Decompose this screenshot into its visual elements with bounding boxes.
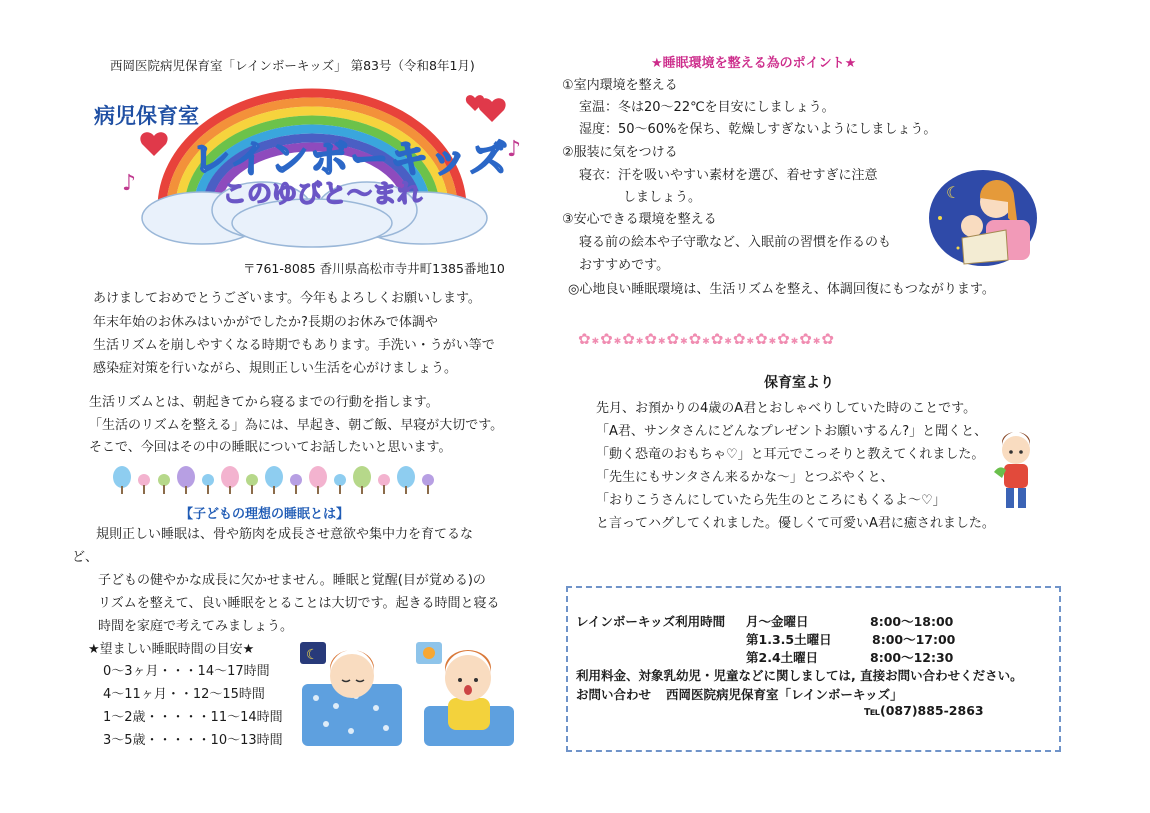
target-sleep-item: 3〜5歳・・・・・10〜13時間 [103, 733, 283, 748]
flower-icon: ✿ [821, 330, 835, 348]
target-sleep-item: 0〜3ヶ月・・・14〜17時間 [103, 664, 270, 679]
ideal-line: 子どもの健やかな成長に欠かせません。睡眠と覚醒(目が覚める)の [98, 573, 486, 588]
ideal-line: ど、 [72, 550, 99, 565]
logo-subtitle: このゆびと〜まれ [222, 180, 423, 208]
target-sleep-item: 4〜11ヶ月・・12〜15時間 [103, 687, 265, 702]
story-heading: 保育室より [764, 375, 834, 391]
hours-time: 8:00〜17:00 [872, 632, 956, 647]
hours-time: 8:00〜18:00 [870, 614, 954, 629]
logo-rainbow [92, 78, 532, 253]
points-line: ③安心できる環境を整える [562, 212, 717, 227]
story-line: と言ってハグしてくれました。優しくて可愛いA君に癒されました。 [596, 516, 995, 531]
contact-label: お問い合わせ [576, 687, 652, 702]
greeting-line: 感染症対策を行いながら、規則正しい生活を心がけましょう。 [93, 361, 458, 376]
flower-divider: ✿✱✿✱✿✱✿✱✿✱✿✱✿✱✿✱✿✱✿✱✿✱✿ [578, 330, 835, 348]
hours-day: 第2.4土曜日 [746, 650, 819, 665]
tree-divider [112, 466, 447, 500]
sleep-points-heading: ★睡眠環境を整える為のポイント★ [651, 56, 857, 71]
music-note-icon: ♪ [507, 137, 522, 162]
sleeping-child-illustration [296, 636, 406, 755]
target-sleep-item: 1〜2歳・・・・・11〜14時間 [103, 710, 283, 725]
story-line: 「おりこうさんにしていたら先生のところにもくるよ〜♡」 [596, 493, 946, 508]
flower-icon: ✿ [755, 330, 769, 348]
flower-icon: ✿ [688, 330, 703, 348]
hours-time: 8:00〜12:30 [870, 650, 954, 665]
tree-divider-icons [112, 466, 447, 496]
flower-icon: ✿ [644, 330, 658, 348]
story-line: 「動く恐竜のおもちゃ♡」と耳元でこっそりと教えてくれました。 [596, 447, 985, 462]
rhythm-line: 「生活のリズムを整える」為には、早起き、朝ご飯、早寝が大切です。 [89, 418, 504, 433]
rhythm-line: そこで、今回はその中の睡眠についてお話したいと思います。 [89, 440, 452, 455]
points-line: ②服装に気をつける [562, 145, 678, 160]
contact-name: 西岡医院病児保育室「レインボーキッズ」 [666, 687, 903, 702]
address: 〒761-8085 香川県高松市寺井町1385番地10 [243, 261, 505, 276]
points-line: 室温：冬は20〜22℃を目安にしましょう。 [579, 100, 835, 115]
flower-icon: ✿ [666, 330, 681, 348]
story-line: 先月、お預かりの4歳のA君とおしゃべりしていた時のことです。 [596, 401, 977, 416]
music-note-icon: ♪ [122, 171, 137, 196]
logo-main-title: レインボーキッズ [192, 139, 510, 181]
hours-day: 月〜金曜日 [746, 614, 809, 629]
fee-note: 利用料金、対象乳幼児・児童などに関しましては, 直接お問い合わせください。 [576, 668, 1023, 683]
target-sleep-heading: ★望ましい睡眠時間の目安★ [88, 642, 255, 657]
ideal-line: リズムを整えて、良い睡眠をとることは大切です。起きる時間と寝る [98, 596, 500, 611]
points-line: 寝る前の絵本や子守歌など、入眠前の習慣を作るのも [579, 235, 892, 250]
mother-reading-illustration [928, 168, 1040, 272]
flower-icon: ✿ [710, 330, 725, 348]
moon-icon: ☾ [946, 183, 961, 202]
moon-icon: ☾ [306, 647, 319, 663]
points-line: ◎心地良い睡眠環境は、生活リズムを整え、体調回復にもつながります。 [568, 282, 995, 297]
flower-icon: ✿ [777, 330, 791, 348]
greeting-line: あけましておめでとうございます。今年もよろしくお願いします。 [93, 291, 481, 306]
greeting-line: 年末年始のお休みはいかがでしたか?長期のお休みで体調や [93, 315, 438, 330]
points-line: 寝衣：汗を吸いやすい素材を選び、着せすぎに注意 [579, 168, 878, 183]
points-line: おすすめです。 [579, 258, 670, 273]
greeting-line: 生活リズムを崩しやすくなる時期でもあります。手洗い・うがい等で [93, 338, 495, 353]
waking-child-illustration [412, 636, 522, 755]
story-line: 「先生にもサンタさん来るかな〜」とつぶやくと、 [596, 470, 894, 485]
flower-icon: ✿ [732, 330, 747, 348]
flower-icon: ✿ [799, 330, 813, 348]
points-line: ①室内環境を整える [562, 78, 678, 93]
hours-label: レインボーキッズ利用時間 [576, 614, 726, 629]
logo-small-title: 病児保育室 [94, 105, 199, 128]
flower-icon: ✿ [600, 330, 614, 348]
hours-day: 第1.3.5土曜日 [746, 632, 832, 647]
boy-dinosaur-illustration [992, 432, 1042, 518]
rhythm-line: 生活リズムとは、朝起きてから寝るまでの行動を指します。 [89, 395, 439, 410]
newsletter-header: 西岡医院病児保育室「レインボーキッズ」 第83号（令和8年1月) [110, 58, 475, 73]
flower-icon: ✿ [578, 330, 592, 348]
ideal-line: 時間を家庭で考えてみましょう。 [98, 619, 294, 634]
ideal-sleep-heading: 【子どもの理想の睡眠とは】 [180, 507, 350, 522]
contact-tel: ℡(087)885-2863 [864, 703, 984, 718]
points-line: しましょう。 [623, 190, 702, 205]
ideal-line: 規則正しい睡眠は、骨や筋肉を成長させ意欲や集中力を育てるな [96, 527, 474, 542]
points-line: 湿度：50〜60%を保ち、乾燥しすぎないようにしましょう。 [579, 122, 937, 137]
flower-icon: ✿ [622, 330, 636, 348]
story-line: 「A君、サンタさんにどんなプレゼントお願いするん?」と聞くと、 [596, 424, 988, 439]
